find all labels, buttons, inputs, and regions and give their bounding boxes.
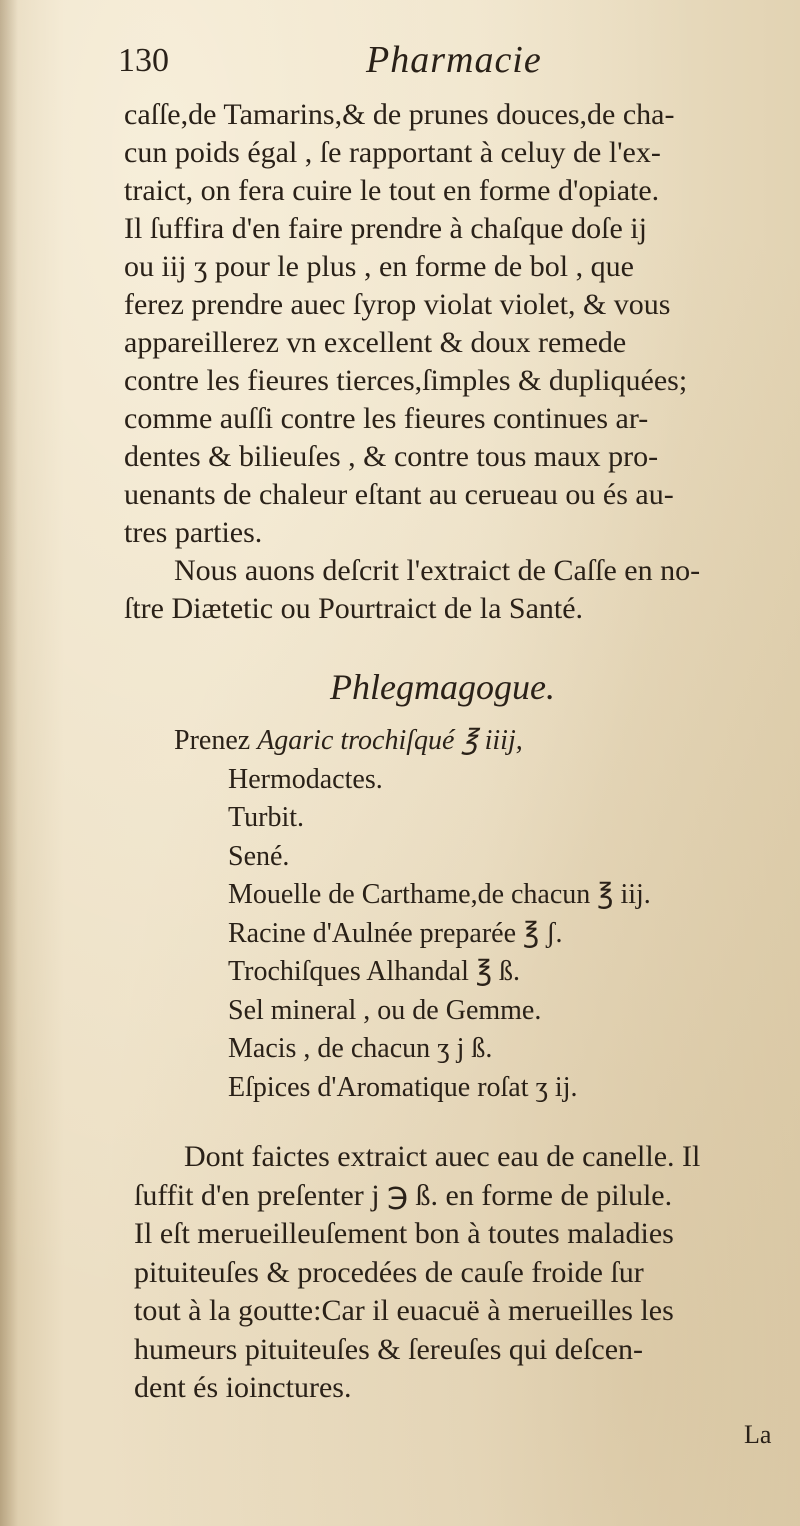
text-line: caſſe,de Tamarins,& de prunes douces,de cha- [124,98,675,131]
text-line: Il ſuffira d'en faire prendre à chaſque doſe ij [124,212,647,245]
section-title: Phlegmagogue. [330,667,555,707]
text-line: ou iij ʒ pour le plus , en forme de bol , que [124,250,634,283]
text-line: comme auſſi contre les fieures continues ar- [124,402,649,435]
text-line: ſuffit d'en preſenter j ℈ ß. en forme de pilule. [134,1178,673,1212]
recipe-line [174,722,774,761]
text-line: dentes & bilieuſes , & contre tous maux pro- [124,440,659,473]
ingredient: Racine d'Aulnée preparée ℥ ʃ. [228,917,563,949]
opiate-paragraph [124,96,774,628]
text-line: dent és ioinctures. [134,1371,352,1404]
page-number: 130 [118,42,169,79]
text-line: uenants de chaleur eſtant au cerueau ou és au- [124,478,674,511]
recipe-list [174,722,774,1107]
text-line: ferez prendre auec ſyrop violat violet, & vous [124,288,671,321]
text-line: ſtre Diætetic ou Pourtraict de la Santé. [124,592,584,625]
page-gutter-shadow [0,0,18,1526]
text-line: appareillerez vn excellent & doux remede [124,326,627,359]
text-line: traict, on fera cuire le tout en forme d'opiate. [124,174,660,207]
text-line: tres parties. [124,516,263,549]
ingredient: Agaric trochiſqué ℥ iiij, [257,725,523,756]
ingredient: Turbit. [228,802,305,833]
text-line: pituiteuſes & procedées de cauſe froide ſur [134,1255,644,1289]
recipe-intro: Prenez [174,725,251,756]
text-line: tout à la goutte:Car il euacuë à merueilles les [134,1294,674,1327]
ingredient: Macis , de chacun ʒ j ß. [228,1033,493,1064]
ingredient: Eſpices d'Aromatique roſat ʒ ij. [228,1071,578,1103]
ingredient: Sené. [228,840,290,872]
running-title: Pharmacie [366,39,542,81]
text-line: Nous auons deſcrit l'extraict de Caſſe en no- [174,554,701,587]
ingredient: Mouelle de Carthame,de chacun ℥ iij. [228,879,651,910]
running-header [118,38,738,98]
ingredient: Sel mineral , ou de Gemme. [228,994,542,1026]
ingredient: Trochiſques Alhandal ℥ ß. [228,956,521,987]
text-line: Il eſt merueilleuſement bon à toutes maladies [134,1217,674,1250]
text-line: humeurs pituiteuſes & ſereuſes qui deſcen- [134,1332,644,1366]
text-line: cun poids égal , ſe rapportant à celuy de l'ex- [124,136,661,169]
ingredient: Hermodactes. [228,763,383,795]
text-line: contre les fieures tierces,ſimples & dupliquées; [124,364,688,397]
usage-paragraph [134,1138,774,1408]
text-line: Dont faictes extraict auec eau de canelle. Il [184,1140,701,1173]
catchword: La [744,1420,772,1449]
